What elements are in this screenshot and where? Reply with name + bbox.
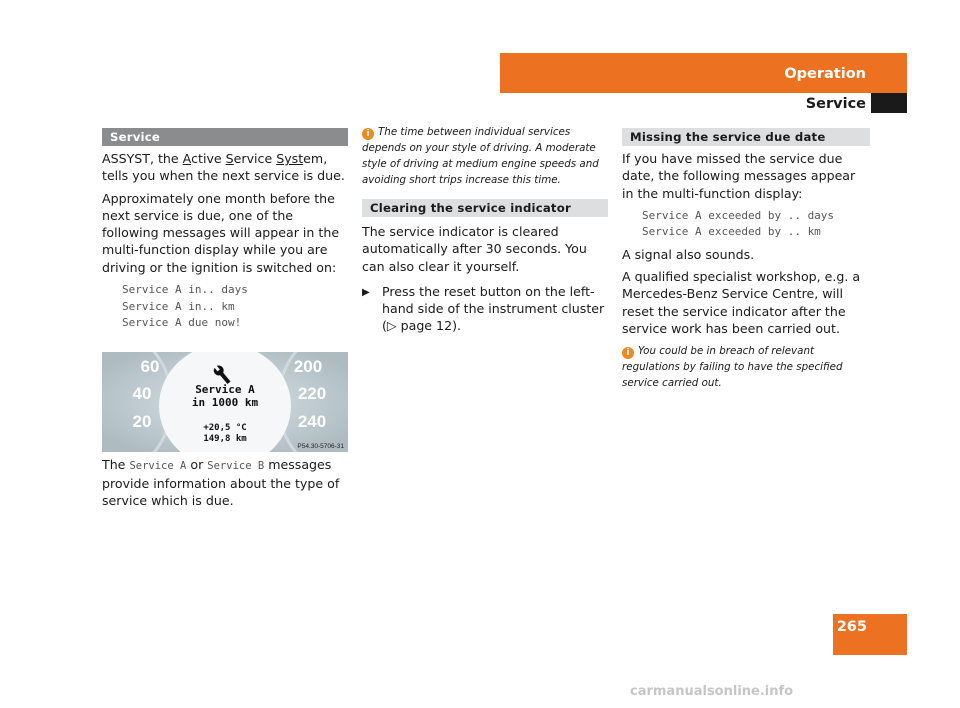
- signal-paragraph: A signal also sounds.: [622, 246, 755, 262]
- middle-column: [362, 124, 608, 335]
- info-note: i The time between individual services depends on your style of driving. A moderate style of driving at medium engine speeds and avoiding short trips increase this time.: [362, 126, 599, 186]
- header-tab-marker: [871, 93, 907, 113]
- instrument-cluster-figure: [102, 352, 348, 452]
- figure-reference: P54.30-5706-31: [297, 442, 344, 450]
- section-title: Operation: [784, 66, 866, 82]
- workshop-paragraph: A qualified specialist workshop, e.g. a Mercedes-Benz Service Centre, will reset the service indicator after the service work has been carried out.: [622, 269, 861, 337]
- display-temperature: +20,5 °C: [203, 422, 247, 433]
- page-number: 265: [836, 619, 867, 635]
- approx-paragraph: Approximately one month before the next service is due, one of the following messages will appear in the multi-function display while you are driving or the ignition is switched on:: [102, 190, 340, 275]
- info-icon: i: [362, 128, 374, 140]
- gauge-tick-label: 240: [297, 411, 327, 431]
- gauge-tick-label: 220: [297, 383, 327, 403]
- heading-missing: Missing the service due date: [622, 128, 870, 146]
- page-title: Service: [805, 96, 866, 112]
- watermark: carmanualsonline.info: [630, 684, 794, 699]
- page-reference-link[interactable]: (▷ page 12).: [382, 318, 461, 334]
- exceeded-message-list: [622, 208, 870, 241]
- message-item: Service A due now!: [122, 316, 242, 330]
- display-line-1: Service A: [195, 382, 255, 396]
- clearing-paragraph: The service indicator is cleared automatically after 30 seconds. You can also clear it yourself.: [362, 224, 587, 274]
- heading-clearing: Clearing the service indicator: [362, 199, 608, 217]
- gauge-tick-label: 200: [293, 356, 323, 376]
- display-odometer: 149,8 km: [203, 433, 247, 444]
- display-line-2: in 1000 km: [191, 395, 259, 409]
- step-item: ▶ Press the reset button on the left-hand side of the instrument cluster (▷ page 12).: [362, 283, 605, 334]
- heading-service: Service: [102, 128, 348, 146]
- gauge-tick-label: 60: [140, 356, 160, 376]
- gauge-tick-label: 20: [132, 411, 152, 431]
- message-item: Service A in.. km: [122, 299, 235, 313]
- message-list: [102, 282, 348, 332]
- message-item: Service A exceeded by .. days: [642, 208, 835, 222]
- info-note: i You could be in breach of relevant regulations by failing to have the specified service carried out.: [622, 345, 843, 390]
- intro-paragraph: ASSYST, the Active Service System, tells you when the next service is due.: [102, 151, 345, 184]
- message-item: Service A exceeded by .. km: [642, 225, 821, 239]
- right-column: [622, 128, 870, 391]
- missing-paragraph: If you have missed the service due date, the following messages appear in the multi-function display:: [622, 151, 856, 201]
- arrow-right-icon: ▶: [362, 286, 370, 298]
- info-icon: i: [622, 347, 634, 359]
- left-column: [102, 128, 348, 509]
- message-item: Service A in.. days: [122, 283, 248, 297]
- gauge-tick-label: 40: [132, 383, 152, 403]
- outro-paragraph: The Service A or Service B messages provide information about the type of service which is due.: [102, 456, 340, 509]
